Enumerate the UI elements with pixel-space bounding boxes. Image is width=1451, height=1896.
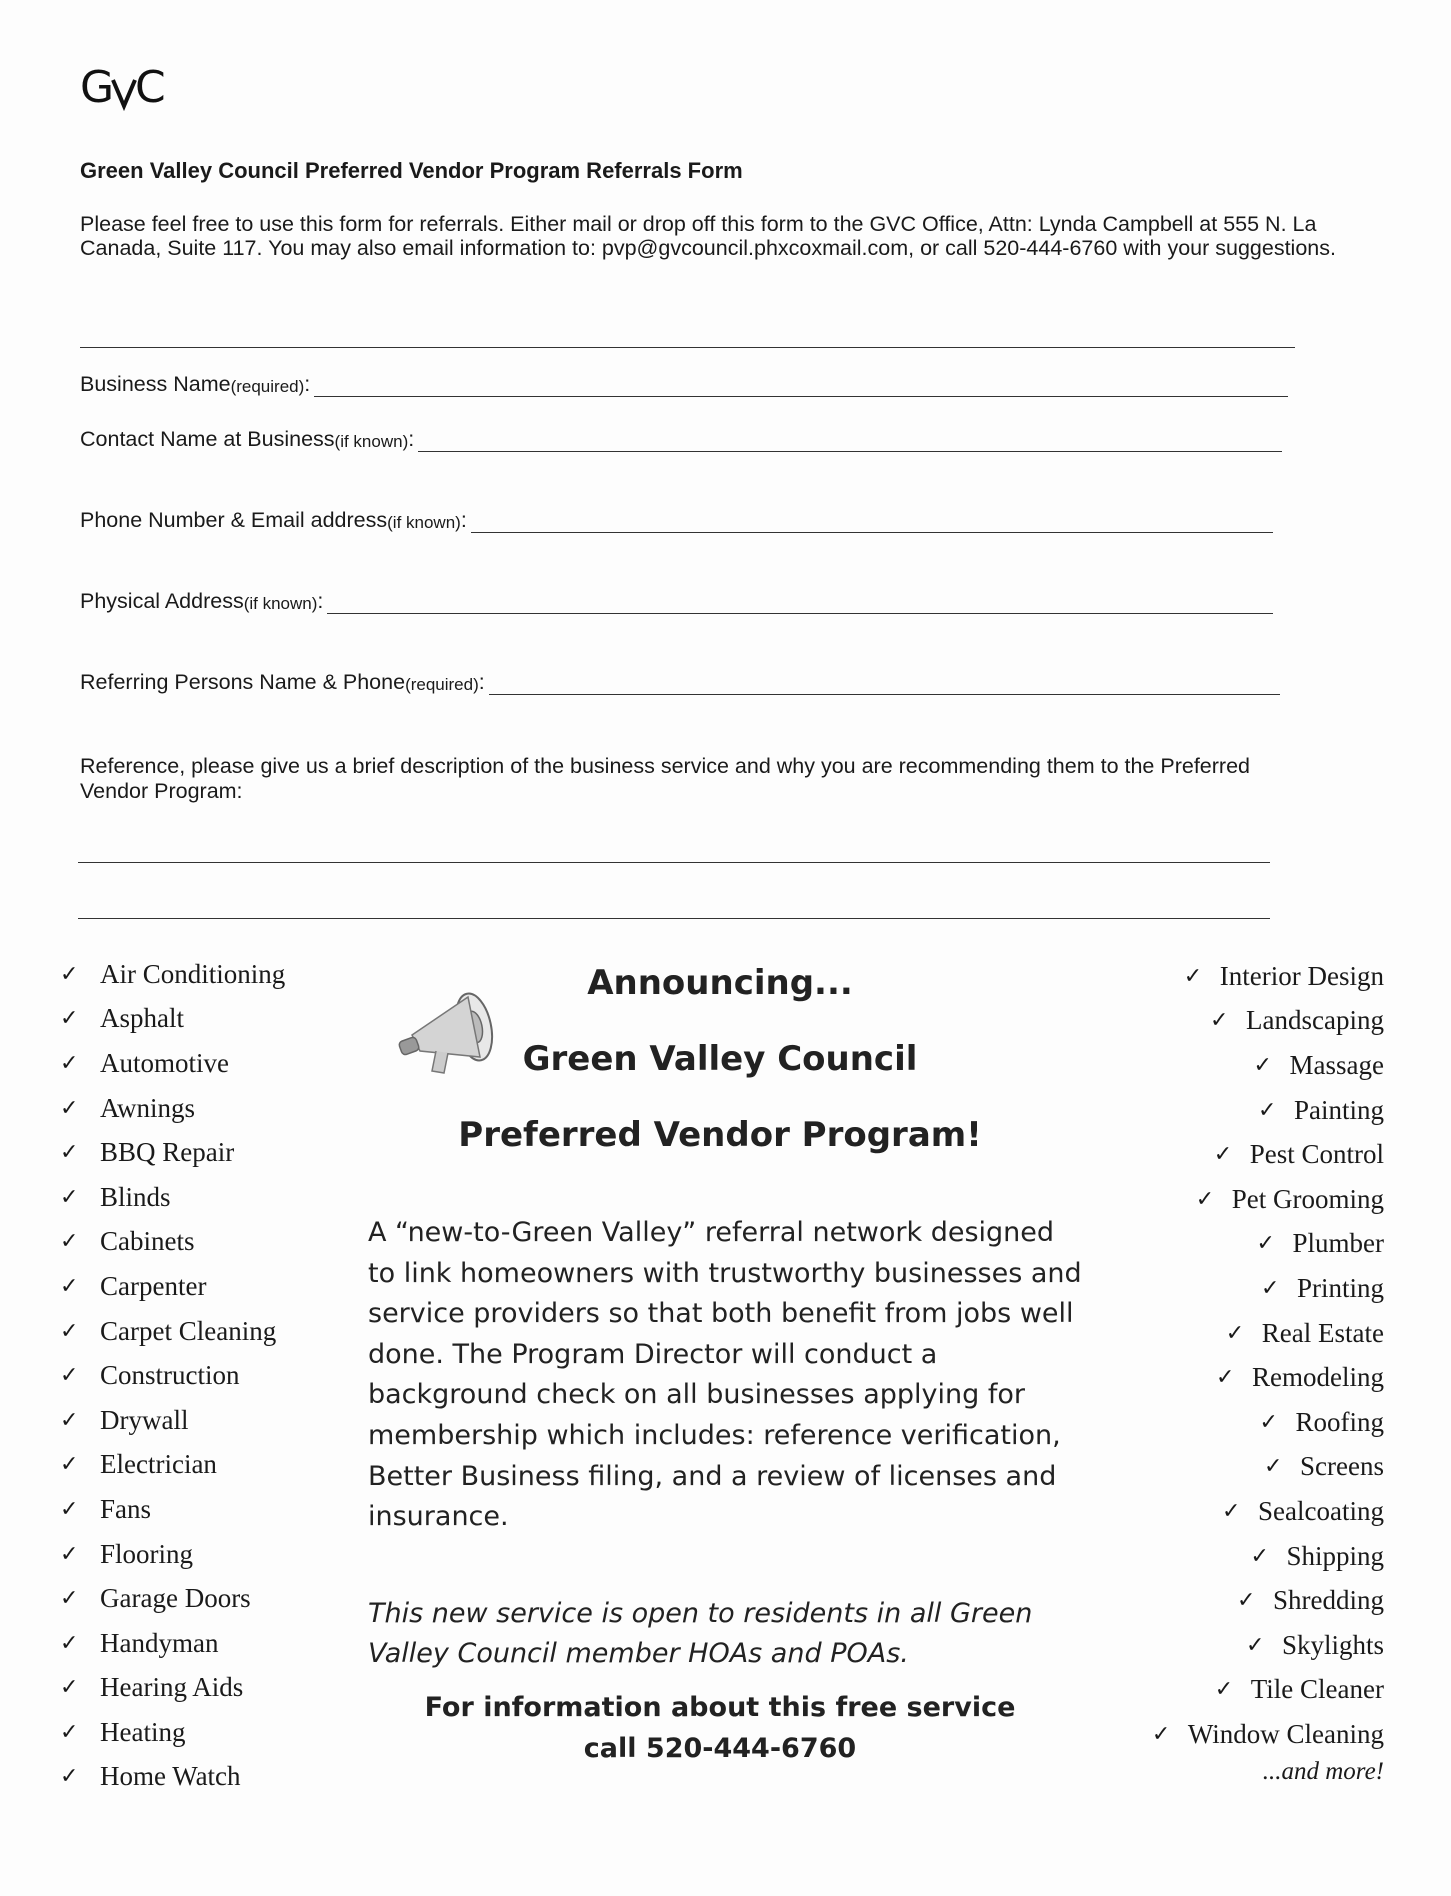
service-label: Awnings [100,1092,196,1123]
divider [80,347,1295,348]
service-label: Blinds [100,1181,171,1212]
council-heading: Green Valley Council [522,1039,918,1079]
field-qualifier: (if known) [243,594,318,613]
service-label: Fans [100,1493,152,1524]
service-item [1152,1623,1384,1668]
field-label: Referring Persons Name & Phone [80,670,406,694]
service-item [60,1309,285,1354]
service-label: Pest Control [1249,1139,1384,1170]
service-label: Flooring [100,1538,194,1569]
check-mark-icon: ✓ [60,1764,79,1790]
field-label: Business Name [80,372,231,396]
service-label: Screens [1300,1451,1384,1482]
service-item [1152,1668,1384,1713]
check-mark-icon: ✓ [1214,1677,1234,1703]
service-label: Pet Grooming [1231,1183,1384,1214]
physical-address-input-line[interactable] [327,593,1273,614]
service-label: Interior Design [1219,960,1384,991]
service-item [1152,1534,1384,1579]
check-mark-icon: ✓ [1264,1454,1283,1480]
reference-input-line-2[interactable] [78,918,1270,919]
service-label: Home Watch [100,1761,241,1792]
service-label: Shredding [1273,1585,1384,1616]
service-item [60,1487,285,1532]
check-mark-icon: ✓ [1237,1588,1256,1614]
check-mark-icon: ✓ [1222,1498,1241,1524]
check-mark-icon: ✓ [60,961,79,987]
service-item [60,1086,285,1131]
check-mark-icon: ✓ [60,1586,79,1612]
service-item [1152,954,1384,999]
services-list-right [1152,954,1384,1757]
field-qualifier: (if known) [334,432,409,451]
service-item [60,1041,285,1086]
check-mark-icon: ✓ [1183,963,1203,989]
service-label: Air Conditioning [100,958,286,989]
check-mark-icon: ✓ [60,1541,79,1567]
service-label: Window Cleaning [1187,1718,1384,1749]
contact-name-input-line[interactable] [418,431,1282,452]
service-label: Cabinets [100,1226,195,1257]
check-mark-icon: ✓ [1245,1632,1265,1658]
check-mark-icon: ✓ [1253,1052,1272,1078]
service-label: Garage Doors [100,1583,251,1614]
reference-input-line-1[interactable] [78,862,1270,863]
service-label: BBQ Repair [100,1137,235,1168]
service-label: Hearing Aids [100,1672,244,1703]
intro-paragraph: Please feel free to use this form for referrals. Either mail or drop off this form to the GVC Office, Attn: Lynda Campbell at 555 N. La Canada, Suite 117. You may also email information to: pvp@gvcouncil.phxcoxmail.com, or call 520-444-6760 with your suggestions. [80,212,1336,260]
service-item [60,997,285,1042]
service-item [60,1130,285,1175]
check-mark-icon: ✓ [60,1140,79,1166]
service-item [1152,1222,1384,1267]
field-label: Contact Name at Business [80,427,335,451]
field-qualifier: (required) [230,377,305,396]
service-label: Skylights [1281,1629,1384,1660]
service-label: Automotive [100,1047,229,1078]
service-item [60,1710,285,1755]
service-label: Electrician [100,1449,217,1480]
service-label: Printing [1296,1272,1384,1303]
referring-person-input-line[interactable] [489,674,1280,695]
check-mark-icon: ✓ [60,1273,79,1299]
service-label: Construction [100,1360,240,1391]
service-label: Painting [1293,1094,1384,1125]
service-item [1152,1043,1384,1088]
service-item [60,1175,285,1220]
service-item [60,1443,285,1488]
gvc-logo [80,62,180,112]
service-item [60,1264,285,1309]
service-item [1152,1266,1384,1311]
field-qualifier: (if known) [387,513,461,532]
and-more-text: ...and more! [1262,1758,1384,1785]
service-item [60,1398,285,1443]
service-label: Carpenter [100,1270,207,1301]
field-label: Phone Number & Email address [80,508,388,532]
check-mark-icon: ✓ [1210,1008,1229,1034]
check-mark-icon: ✓ [1257,1097,1277,1123]
service-item [1152,1489,1384,1534]
check-mark-icon: ✓ [1213,1142,1233,1168]
service-item [60,1353,285,1398]
service-item [60,952,285,997]
service-item [60,1621,285,1666]
check-mark-icon: ✓ [1151,1721,1171,1747]
check-mark-icon: ✓ [60,1229,79,1255]
service-label: Roofing [1295,1406,1384,1437]
physical-address-field[interactable]: Physical Address (if known) : [80,589,1273,614]
service-item [60,1666,285,1711]
service-label: Shipping [1286,1540,1384,1571]
service-item [1152,1177,1384,1222]
service-label: Carpet Cleaning [100,1315,277,1346]
service-label: Remodeling [1252,1362,1384,1393]
check-mark-icon: ✓ [1259,1409,1278,1435]
contact-name-field[interactable]: Contact Name at Business (if known) : [80,427,1282,452]
service-label: Heating [100,1716,186,1747]
check-mark-icon: ✓ [60,1675,79,1701]
phone-email-field[interactable]: Phone Number & Email address (if known) : [80,508,1273,533]
check-mark-icon: ✓ [1256,1231,1275,1257]
cta-line-1: For information about this free service [424,1692,1016,1723]
eligibility-note: This new service is open to residents in all Green Valley Council member HOAs and POAs. [368,1598,1033,1669]
services-list-left [60,952,285,1799]
service-item [1152,1132,1384,1177]
service-label: Tile Cleaner [1250,1674,1384,1705]
check-mark-icon: ✓ [60,1184,79,1210]
business-name-field[interactable]: Business Name (required) : [80,372,1288,397]
announcing-heading: Announcing... [587,963,853,1003]
service-item [60,1755,285,1800]
service-item [1152,1088,1384,1133]
service-label: Real Estate [1261,1317,1384,1348]
service-item [60,1532,285,1577]
field-qualifier: (required) [405,675,479,694]
service-label: Drywall [100,1404,189,1435]
service-label: Handyman [100,1627,219,1658]
service-label: Asphalt [100,1003,184,1034]
service-item [1152,1712,1384,1757]
service-label: Massage [1289,1049,1384,1080]
check-mark-icon: ✓ [60,1630,79,1656]
service-item [1152,1355,1384,1400]
check-mark-icon: ✓ [1216,1365,1235,1391]
service-item [1152,999,1384,1044]
reference-label: Reference, please give us a brief description of the business service and why you are recommending them to the Preferred Vendor Program: [80,754,1250,803]
check-mark-icon: ✓ [1225,1320,1245,1346]
check-mark-icon: ✓ [60,1407,79,1433]
check-mark-icon: ✓ [1260,1275,1280,1301]
cta-phone: call 520-444-6760 [583,1733,857,1764]
service-item [1152,1400,1384,1445]
svg-text:G: G [80,62,115,112]
check-mark-icon: ✓ [1195,1186,1215,1212]
service-label: Plumber [1292,1228,1384,1259]
program-description: A “new-to-Green Valley” referral network designed to link homeowners with trustworthy businesses and service providers so that both benefit from jobs well done. The Program Director will conduct a background check on all businesses applying for membership which includes: reference verification, Better Business filing, and a review of licenses and insurance. [368,1217,1082,1533]
service-item [1152,1311,1384,1356]
service-item [1152,1578,1384,1623]
referring-person-field[interactable]: Referring Persons Name & Phone (required) : [80,670,1280,695]
check-mark-icon: ✓ [60,1363,79,1389]
check-mark-icon: ✓ [60,1006,79,1032]
service-label: Landscaping [1246,1005,1384,1036]
field-label: Physical Address [80,589,244,613]
check-mark-icon: ✓ [1250,1543,1269,1569]
phone-email-input-line[interactable] [471,512,1273,533]
program-heading: Preferred Vendor Program! [458,1115,982,1155]
form-title: Green Valley Council Preferred Vendor Program Referrals Form [80,158,743,183]
service-item [60,1220,285,1265]
service-item [60,1576,285,1621]
check-mark-icon: ✓ [60,1719,79,1745]
check-mark-icon: ✓ [60,1050,79,1076]
check-mark-icon: ✓ [60,1318,79,1344]
service-item [1152,1445,1384,1490]
business-name-input-line[interactable] [314,376,1288,397]
service-label: Sealcoating [1258,1495,1384,1526]
check-mark-icon: ✓ [60,1496,79,1522]
check-mark-icon: ✓ [60,1095,79,1121]
svg-text:C: C [135,62,166,112]
check-mark-icon: ✓ [60,1452,79,1478]
